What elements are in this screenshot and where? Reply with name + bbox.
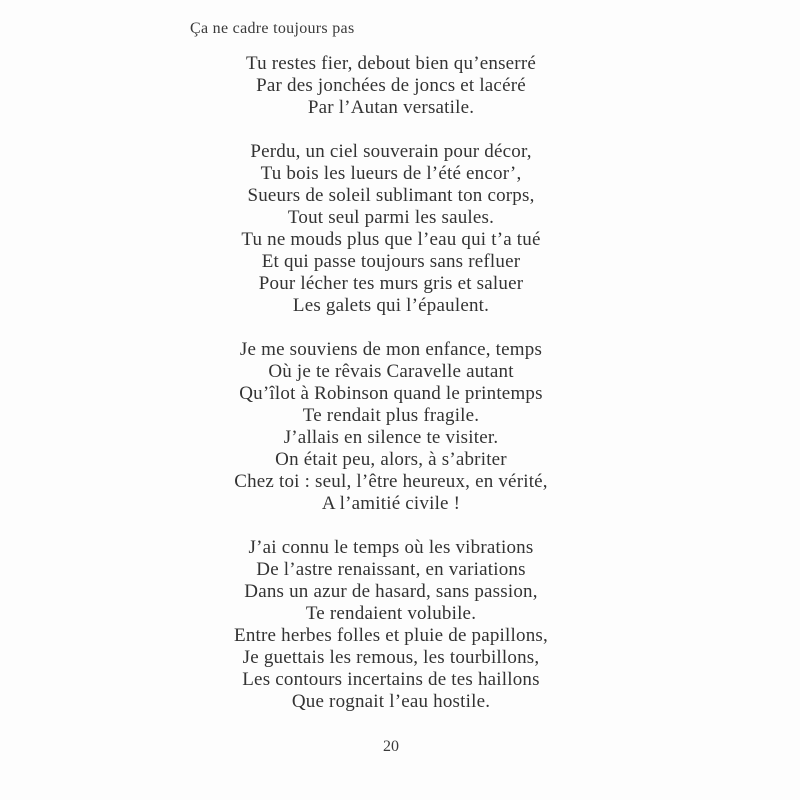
poem-line: Tu restes fier, debout bien qu’enserré <box>245 53 536 74</box>
poem-line: Tu ne mouds plus que l’eau qui t’a tué <box>241 229 541 250</box>
poem-line: Je guettais les remous, les tourbillons, <box>242 647 540 668</box>
poem-line: Et qui passe toujours sans refluer <box>261 251 521 272</box>
poem-line: J’ai connu le temps où les vibrations <box>248 537 534 558</box>
poem-line: Tu bois les lueurs de l’été encor’, <box>260 163 522 184</box>
poem-line: A l’amitié civile ! <box>321 493 461 514</box>
poem-line: Pour lécher tes murs gris et saluer <box>258 273 524 294</box>
poem-body <box>0 53 782 735</box>
poem-line: Je me souviens de mon enfance, temps <box>239 339 543 360</box>
poem-line: De l’astre renaissant, en variations <box>256 559 526 580</box>
poem-line: Perdu, un ciel souverain pour décor, <box>250 141 532 162</box>
poem-line: Te rendait plus fragile. <box>302 405 480 426</box>
poem-line: Dans un azur de hasard, sans passion, <box>244 581 538 602</box>
poem-line: Te rendaient volubile. <box>305 603 477 624</box>
stanza <box>0 339 782 515</box>
poem-line: Les galets qui l’épaulent. <box>292 295 490 316</box>
poem-line: Les contours incertains de tes haillons <box>242 669 540 690</box>
stanza <box>0 537 782 713</box>
poem-line: Par des jonchées de joncs et lacéré <box>256 75 526 96</box>
poem-line: Que rognait l’eau hostile. <box>291 691 491 712</box>
poem-line: Où je te rêvais Caravelle autant <box>268 361 514 382</box>
stanza <box>0 141 782 317</box>
running-header: Ça ne cadre toujours pas <box>190 20 355 37</box>
poem-line: On était peu, alors, à s’abriter <box>275 449 507 470</box>
poem-line: Tout seul parmi les saules. <box>287 207 495 228</box>
poem-line: Qu’îlot à Robinson quand le printemps <box>239 383 543 404</box>
poem-line: Par l’Autan versatile. <box>307 97 475 118</box>
poem-line: Sueurs de soleil sublimant ton corps, <box>247 185 535 206</box>
page-number: 20 <box>383 738 399 755</box>
poem-line: J’allais en silence te visiter. <box>283 427 499 448</box>
stanza <box>0 53 782 119</box>
poem-line: Chez toi : seul, l’être heureux, en vérité, <box>234 471 548 492</box>
poem-line: Entre herbes folles et pluie de papillons, <box>234 625 548 646</box>
